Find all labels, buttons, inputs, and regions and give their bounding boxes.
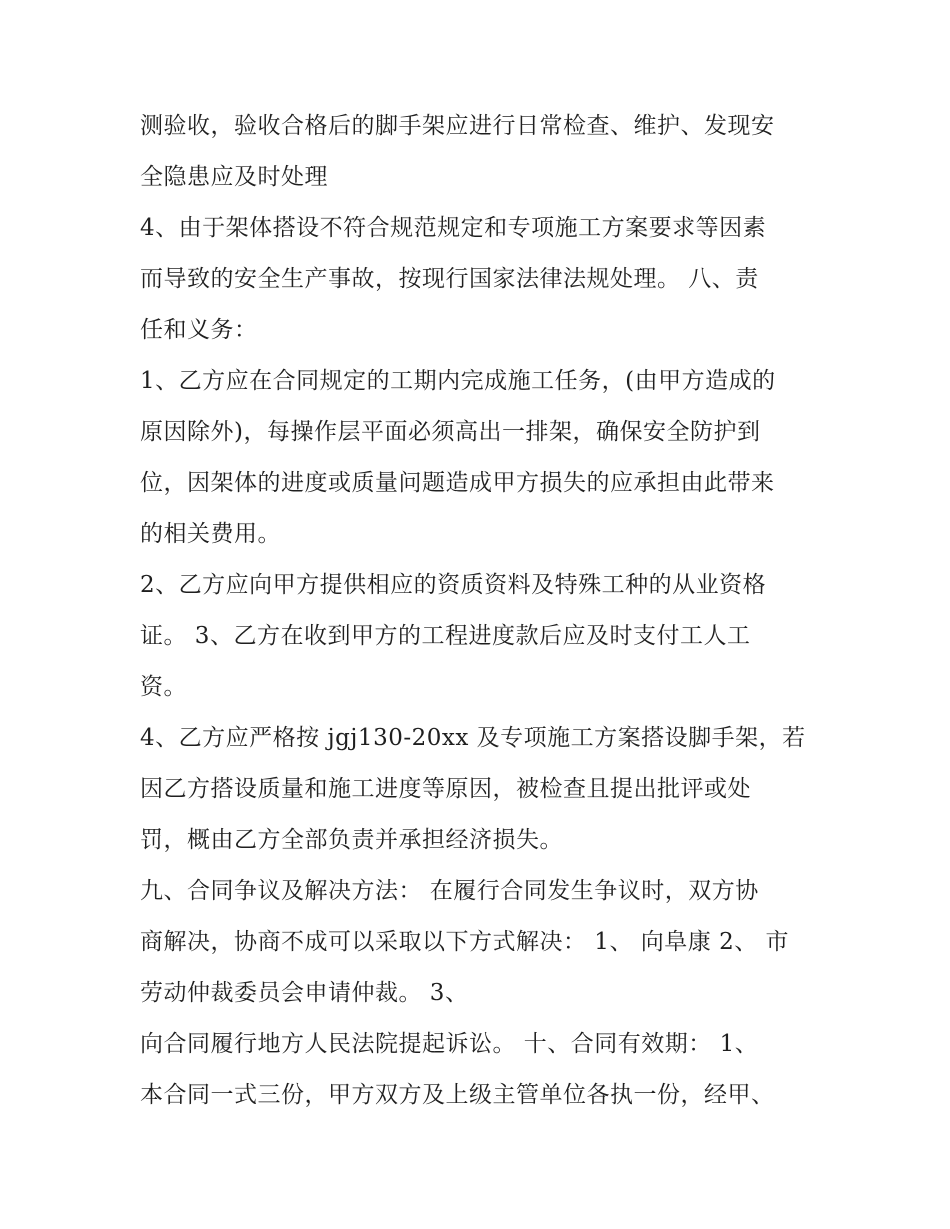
text-line: 九、合同争议及解决方法： 在履行合同发生争议时，双方协 bbox=[140, 878, 759, 904]
text-line: 资。 bbox=[140, 674, 187, 700]
text-line: 1、乙方应在合同规定的工期内完成施工任务，(由甲方造成的 bbox=[140, 368, 776, 394]
document-body bbox=[140, 101, 820, 1121]
text-line: 而导致的安全生产事故，按现行国家法律法规处理。 八、责 bbox=[140, 266, 759, 292]
text-line: 任和义务： bbox=[140, 317, 258, 343]
text-line: 的相关费用。 bbox=[140, 521, 281, 547]
text-line: 向合同履行地方人民法院提起诉讼。 十、合同有效期： 1、 bbox=[140, 1031, 759, 1057]
text-line: 2、乙方应向甲方提供相应的资质资料及特殊工种的从业资格 bbox=[140, 572, 767, 598]
text-line: 原因除外)，每操作层平面必须高出一排架，确保安全防护到 bbox=[140, 419, 761, 445]
text-line: 测验收，验收合格后的脚手架应进行日常检查、维护、发现安 bbox=[140, 113, 775, 139]
text-line: 本合同一式三份，甲方双方及上级主管单位各执一份，经甲、 bbox=[140, 1082, 775, 1108]
text-line: 罚，概由乙方全部负责并承担经济损失。 bbox=[140, 827, 563, 853]
text-line: 4、由于架体搭设不符合规范规定和专项施工方案要求等因素 bbox=[140, 215, 767, 241]
text-line: 4、乙方应严格按 jgj130-20xx 及专项施工方案搭设脚手架，若 bbox=[140, 725, 806, 751]
text-line: 因乙方搭设质量和施工进度等原因，被检查且提出批评或处 bbox=[140, 776, 751, 802]
text-line: 全隐患应及时处理 bbox=[140, 164, 328, 190]
text-line: 位，因架体的进度或质量问题造成甲方损失的应承担由此带来 bbox=[140, 470, 775, 496]
text-line: 商解决，协商不成可以采取以下方式解决： 1、 向阜康 2、 市 bbox=[140, 929, 790, 955]
text-line: 劳动仲裁委员会申请仲裁。 3、 bbox=[140, 980, 469, 1006]
text-line: 证。 3、乙方在收到甲方的工程进度款后应及时支付工人工 bbox=[140, 623, 751, 649]
